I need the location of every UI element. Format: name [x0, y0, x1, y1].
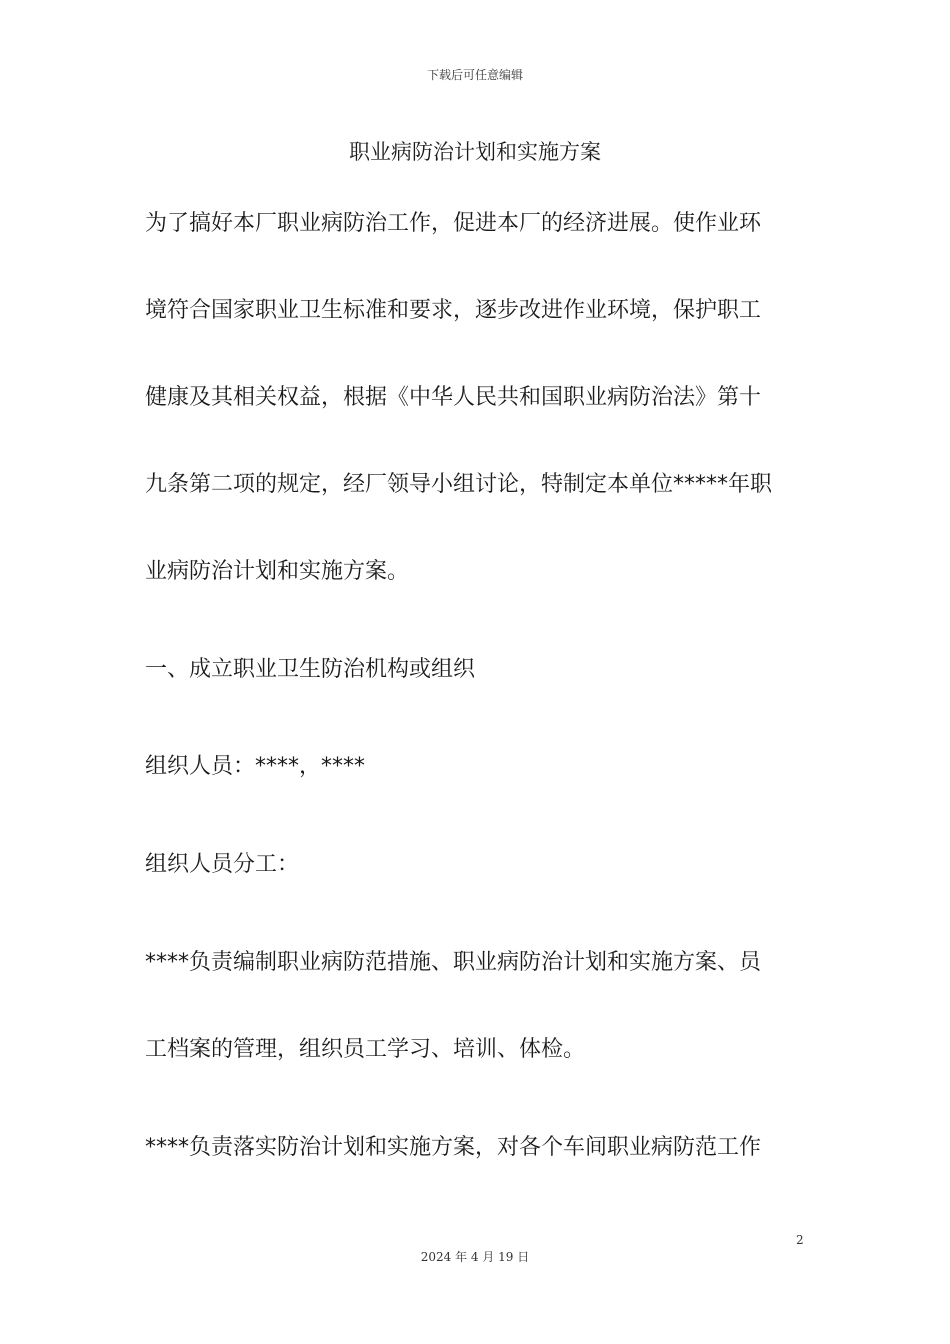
body-line-members: 组织人员：****，****: [145, 754, 366, 779]
body-line-1: 为了搞好本厂职业病防治工作，促进本厂的经济进展。使作业环: [145, 211, 762, 236]
body-line-division: 组织人员分工：: [145, 852, 300, 877]
body-line-5: 业病防治计划和实施方案。: [145, 559, 410, 584]
document-title: 职业病防治计划和实施方案: [349, 140, 601, 164]
body-line-3: 健康及其相关权益，根据《中华人民共和国职业病防治法》第十: [145, 385, 762, 410]
header-note: 下载后可任意编辑: [426, 68, 523, 82]
body-line-4: 九条第二项的规定，经厂领导小组讨论，特制定本单位*****年职: [145, 472, 773, 497]
page-number: 2: [796, 1233, 804, 1247]
footer-date: 2024 年 4 月 19 日: [420, 1250, 530, 1264]
body-line-2: 境符合国家职业卫生标准和要求，逐步改进作业环境，保护职工: [145, 298, 762, 323]
body-line-11: ****负责落实防治计划和实施方案，对各个车间职业病防范工作: [145, 1135, 762, 1160]
body-line-9: ****负责编制职业病防范措施、职业病防治计划和实施方案、员: [145, 950, 762, 975]
section-heading: 一、成立职业卫生防治机构或组织: [145, 657, 476, 682]
body-line-10: 工档案的管理，组织员工学习、培训、体检。: [145, 1037, 586, 1062]
